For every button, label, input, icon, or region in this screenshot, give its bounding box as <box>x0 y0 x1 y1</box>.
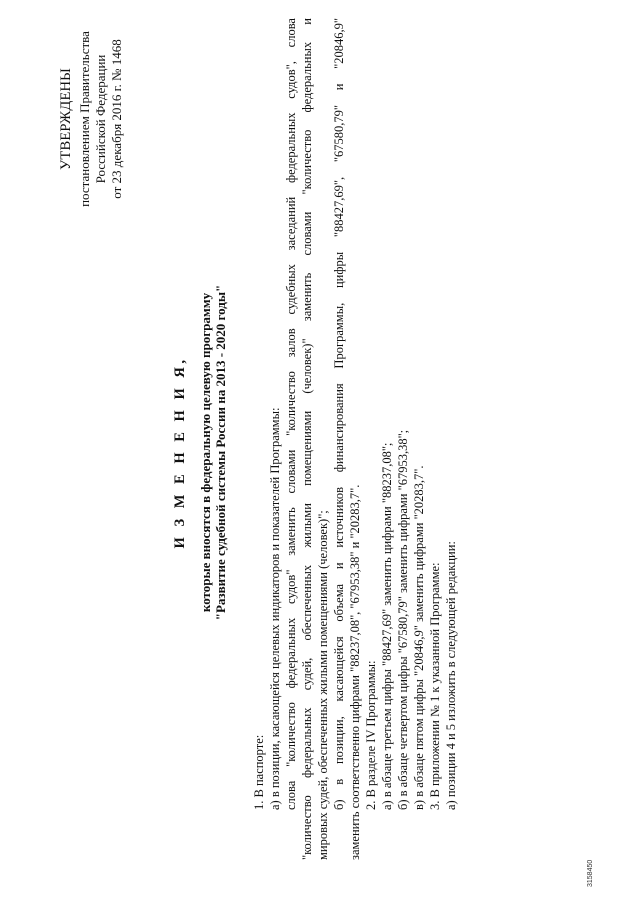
paragraph-2c: в) в абзаце пятом цифры "20846,9" заменить цифрами "20283,7". <box>412 465 426 810</box>
paragraph-1: 1. В паспорте: <box>252 734 266 810</box>
paragraph-2a: а) в абзаце третьем цифры "88427,69" заменить цифрами "88237,08"; <box>380 442 394 810</box>
paragraph-1a-text-2: "количество федеральных судей, обеспеченных жилыми помещениями (человек)" заменить словами "количество федеральных и <box>300 18 314 860</box>
document-subtitle-1: которые вносятся в федеральную целевую программу <box>198 292 213 613</box>
paragraph-1b-text-1: б) в позиции, касающейся объема и источников финансирования Программы, цифры "88427,69", "67580,79" и "20846,9" <box>332 18 346 810</box>
approval-title: УТВЕРЖДЕНЫ <box>58 67 74 171</box>
paragraph-1a-text-1: слова "количество федеральных судов" заменить словами "количество залов судебных заседаний федеральных судов", слова <box>284 18 298 810</box>
approval-line-2: Российской Федерации <box>93 54 108 184</box>
paragraph-1a-text-3: мировых судей, обеспеченных жилыми помещениями (человек)"; <box>316 510 330 860</box>
approval-line-3: от 23 декабря 2016 г. № 1468 <box>109 39 124 199</box>
paragraph-3a: а) позиции 4 и 5 изложить в следующей редакции: <box>444 541 458 810</box>
paragraph-2b: б) в абзаце четвертом цифры "67580,79" заменить цифрами "67953,38"; <box>396 429 410 810</box>
paragraph-1b-text-2: заменить соответственно цифрами "88237,08", "67953,38" и "20283,7". <box>348 484 362 860</box>
paragraph-1a: а) в позиции, касающейся целевых индикаторов и показателей Программы: <box>268 407 282 810</box>
document-number: 3158450 <box>587 859 594 887</box>
paragraph-3: 3. В приложении № 1 к указанной Программе: <box>428 562 442 810</box>
approval-line-1: постановлением Правительства <box>77 31 92 207</box>
paragraph-2: 2. В разделе IV Программы: <box>364 660 378 810</box>
document-subtitle-2: "Развитие судебной системы России на 2013 - 2020 годы" <box>213 284 228 621</box>
approval-stamp <box>58 19 125 219</box>
document-title: И З М Е Н Е Н И Я, <box>172 356 188 549</box>
